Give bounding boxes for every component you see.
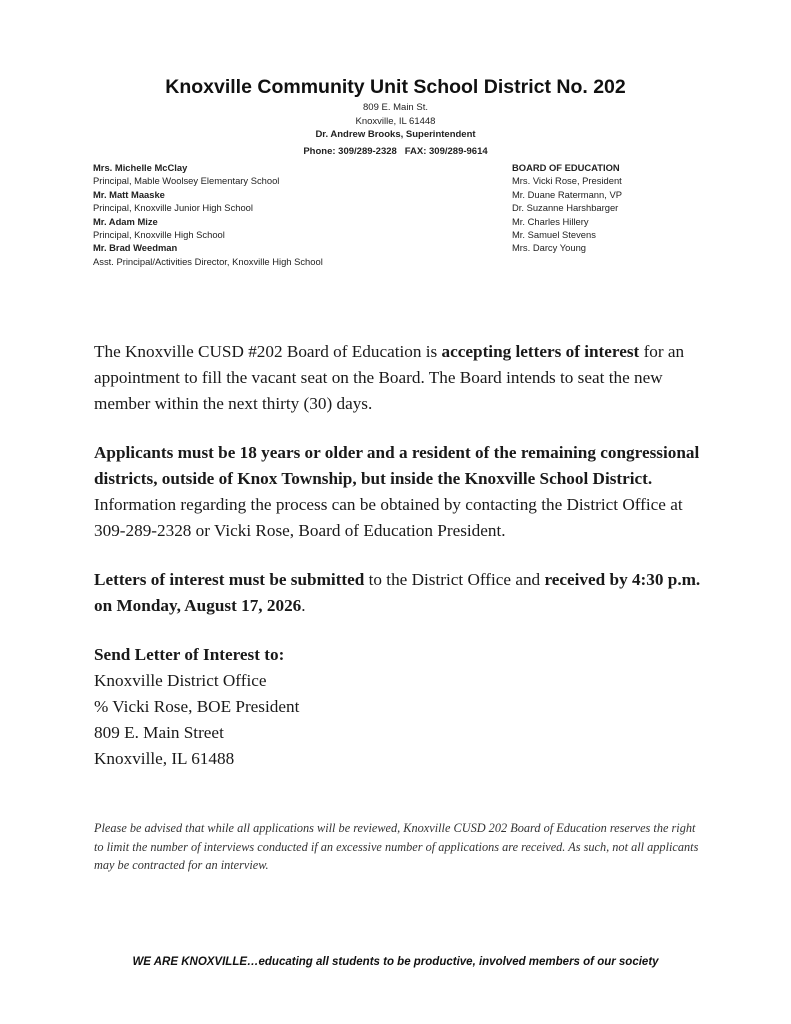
board-member: Mrs. Vicki Rose, President (512, 175, 622, 187)
board-member: Mr. Duane Ratermann, VP (512, 188, 622, 200)
staff-list (93, 161, 323, 268)
staff-name: Mr. Adam Mize (93, 215, 158, 227)
phone-fax: Phone: 309/289-2328 FAX: 309/289-9614 (303, 146, 488, 157)
footer-motto: WE ARE KNOXVILLE…educating all students to be productive, involved members of our society (132, 956, 659, 968)
staff-title: Asst. Principal/Activities Director, Knoxville High School (93, 255, 323, 267)
p1-bold: accepting letters of interest (441, 342, 640, 361)
send-heading: Send Letter of Interest to: (94, 645, 285, 664)
staff-title: Principal, Mable Woolsey Elementary School (93, 175, 280, 187)
staff-name: Mrs. Michelle McClay (93, 162, 188, 173)
advisory-note: Please be advised that while all applications will be reviewed, Knoxville CUSD 202 Board of Education reserves the right to limit the number of interviews conducted if an excessive number of applications are received. As such, not all applicants may be contracted for an interview. (94, 821, 699, 873)
staff-name: Mr. Matt Maaske (93, 188, 165, 200)
p3-bold-2: received by 4:30 p.m. on Monday, August 17, 2026 (94, 570, 701, 615)
send-line: 809 E. Main Street (94, 723, 224, 742)
paragraph-accepting-letters (94, 339, 714, 417)
p3-mid: to the District Office and (364, 570, 545, 589)
board-list (512, 161, 622, 255)
paragraph-eligibility (94, 440, 714, 544)
p2-bold: Applicants must be 18 years or older and a resident of the remaining congressional districts, outside of Knox Township, but inside the Knoxville School District. (94, 443, 700, 488)
district-title: Knoxville Community Unit School District No. 202 (165, 76, 626, 98)
board-member: Mr. Samuel Stevens (512, 229, 596, 241)
p1-text-a: The Knoxville CUSD #202 Board of Education is (94, 342, 442, 361)
board-member: Mrs. Darcy Young (512, 242, 586, 254)
send-line: Knoxville, IL 61488 (94, 749, 235, 768)
staff-name: Mr. Brad Weedman (93, 242, 178, 254)
p1-text-b: for an appointment to fill the vacant seat on the Board. The Board intends to seat the new member within the next thirty (30) days. (94, 342, 685, 413)
staff-title: Principal, Knoxville Junior High School (93, 202, 253, 214)
address-line-2: Knoxville, IL 61448 (355, 116, 436, 127)
send-line: % Vicki Rose, BOE President (94, 697, 300, 716)
superintendent: Dr. Andrew Brooks, Superintendent (315, 129, 476, 140)
p3-bold-1: Letters of interest must be submitted (94, 570, 365, 589)
board-heading: BOARD OF EDUCATION (512, 162, 620, 173)
send-line: Knoxville District Office (94, 671, 267, 690)
board-member: Mr. Charles Hillery (512, 215, 589, 227)
p2-rest: Information regarding the process can be obtained by contacting the District Office at 309-289-2328 or Vicki Rose, Board of Education President. (94, 495, 683, 540)
send-to-block (94, 642, 714, 772)
paragraph-deadline (94, 567, 714, 619)
staff-title: Principal, Knoxville High School (93, 229, 225, 241)
board-member: Dr. Suzanne Harshbarger (512, 202, 619, 214)
p3-end: . (301, 596, 306, 615)
address-line-1: 809 E. Main St. (363, 102, 428, 113)
